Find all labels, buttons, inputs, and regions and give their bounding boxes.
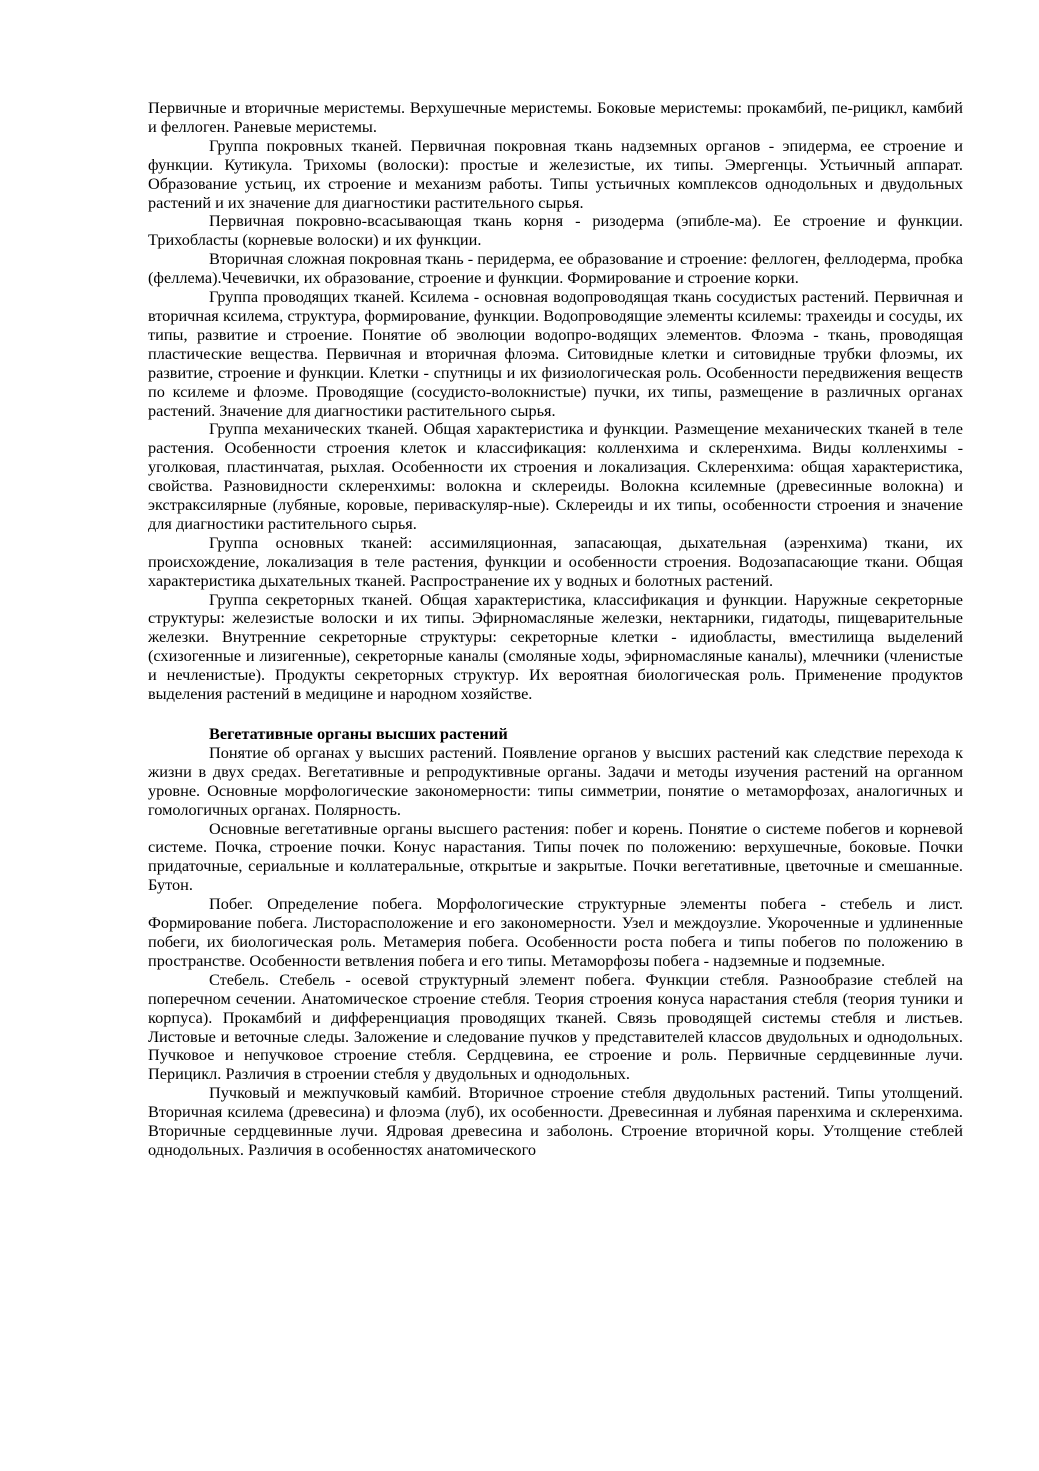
paragraph-integumentary-tissues: Группа покровных тканей. Первичная покровная ткань надземных органов - эпидерма, ее строение и функции. Кутикула. Трихомы (волоски): простые и железистые, их типы. Эмергенцы. Устьичный аппарат. Образование устьиц, их строение и механизм работы. Типы устьичных комплексов однодольных и двудольных растений и их значение для диагностики растительного сырья. (148, 135, 963, 212)
section-heading: Вегетативные органы высших растений (209, 724, 508, 743)
paragraph-conducting-tissues: Группа проводящих тканей. Ксилема - основная водопроводящая ткань сосудистых растений. Первичная и вторичная ксилема, структура, формирование, функции. Водопроводящие элементы ксилемы: трахеиды и сосуды, их типы, развитие и строение. Понятие об эволюции водопро-водящих элементов. Флоэма - ткань, проводящая пластические вещества. Первичная и вторичная флоэма. Ситовидные клетки и ситовидные трубки флоэмы, их развитие, строение и функции. Клетки - спутницы и их физиологическая роль. Особенности передвижения веществ по ксилеме и флоэме. Проводящие (сосудисто-волокнистые) пучки, их типы, размещение в различных органах растений. Значение для диагностики растительного сырья. (148, 287, 963, 420)
paragraph-shoot: Побег. Определение побега. Морфологические структурные элементы побега - стебель и лист. Формирование побега. Листорасположение и его закономерности. Узел и междоузлие. Укороченные и удлиненные побеги, их биологическая роль. Метамерия побега. Особенности роста побега и типы побегов по положению в пространстве. Особенности ветвления побега и его типы. Метаморфозы побега - надземные и подземные. (148, 894, 963, 970)
paragraph-rhizodermis: Первичная покровно-всасывающая ткань корня - ризодерма (эпибле-ма). Ее строение и функции. Трихобласты (корневые волоски) и их функции. (148, 211, 963, 250)
vegetative-organs-section (148, 725, 963, 1160)
paragraph-periderm: Вторичная сложная покровная ткань - перидерма, ее образование и строение: феллоген, феллодерма, пробка (феллема).Чечевички, их образование, строение и функции. Формирование и строение корки. (148, 249, 963, 288)
paragraph-secretory-tissues: Группа секреторных тканей. Общая характеристика, классификация и функции. Наружные секреторные структуры: железистые волоски и их типы. Эфирномасляные железки, нектарники, гидатоды, пищеварительные железки. Внутренние секреторные структуры: секреторные клетки - идиобласты, вместилища выделений (схизогенные и лизигенные), секреторные каналы (смоляные ходы, эфирномасляные каналы), млечники (членистые и нечленистые). Продукты секреторных структур. Их вероятная биологическая роль. Применение продуктов выделения растений в медицине и народном хозяйстве. (148, 589, 963, 704)
paragraph-cambium: Пучковый и межпучковый камбий. Вторичное строение стебля двудольных растений. Типы утолщений. Вторичная ксилема (древесина) и флоэма (луб), их особенности. Древесинная и лубяная паренхима и склеренхима. Вторичные сердцевинные лучи. Ядровая древесина и заболонь. Строение вторичной коры. Утолщение стеблей однодольных. Различия в особенностях анатомического (148, 1083, 963, 1159)
paragraph-organs-concept: Понятие об органах у высших растений. Появление органов у высших растений как следствие перехода к жизни в двух средах. Вегетативные и репродуктивные органы. Задачи и методы изучения растений на органном уровне. Основные морфологические закономерности: типы симметрии, понятие о метаморфозах, аналогичных и гомологичных органах. Полярность. (148, 742, 963, 819)
paragraph-meristems: Первичные и вторичные меристемы. Верхушечные меристемы. Боковые меристемы: прокамбий, пе-рицикл, камбий и феллоген. Раневые меристемы. (148, 98, 963, 136)
tissues-section (148, 99, 963, 704)
paragraph-mechanical-tissues: Группа механических тканей. Общая характеристика и функции. Размещение механических тканей в теле растения. Особенности строения клеток и классификация: колленхима и склеренхима. Виды колленхимы - уголковая, пластинчатая, рыхлая. Особенности их строения и локализация. Склеренхима: общая характеристика, свойства. Разновидности склеренхимы: волокна и склереиды. Волокна ксилемные (древесинные волокна) и экстраксилярные (лубяные, коровые, периваскуляр-ные). Склереиды и их типы, особенности строения и значение для диагностики растительного сырья. (148, 419, 963, 533)
paragraph-stem: Стебель. Стебель - осевой структурный элемент побега. Функции стебля. Разнообразие стеблей на поперечном сечении. Анатомическое строение стебля. Теория строения конуса нарастания стебля (теория туники и корпуса). Прокамбий и дифференциация проводящих тканей. Связь проводящей системы стебля и листьев. Листовые и веточные следы. Заложение и следование пучков у представителей классов двудольных и однодольных. Пучковое и непучковое строение стебля. Сердцевина, ее строение и роль. Первичные сердцевинные лучи. Перицикл. Различия в строении стебля у двудольных и однодольных. (148, 969, 963, 1084)
paragraph-vegetative-organs: Основные вегетативные органы высшего растения: побег и корень. Понятие о системе побегов и корневой системе. Почка, строение почки. Конус нарастания. Типы почек по положению: верхушечные, боковые. Почки придаточные, сериальные и коллатеральные, открытые и закрытые. Почки вегетативные, цветочные и смешанные. Бутон. (148, 818, 963, 895)
paragraph-ground-tissues: Группа основных тканей: ассимиляционная, запасающая, дыхательная (аэренхима) ткани, их происхождение, локализация в теле растения, функции и особенности строения. Водозапасающие ткани. Общая характеристика дыхательных тканей. Распространение их у водных и болотных растений. (148, 532, 963, 590)
